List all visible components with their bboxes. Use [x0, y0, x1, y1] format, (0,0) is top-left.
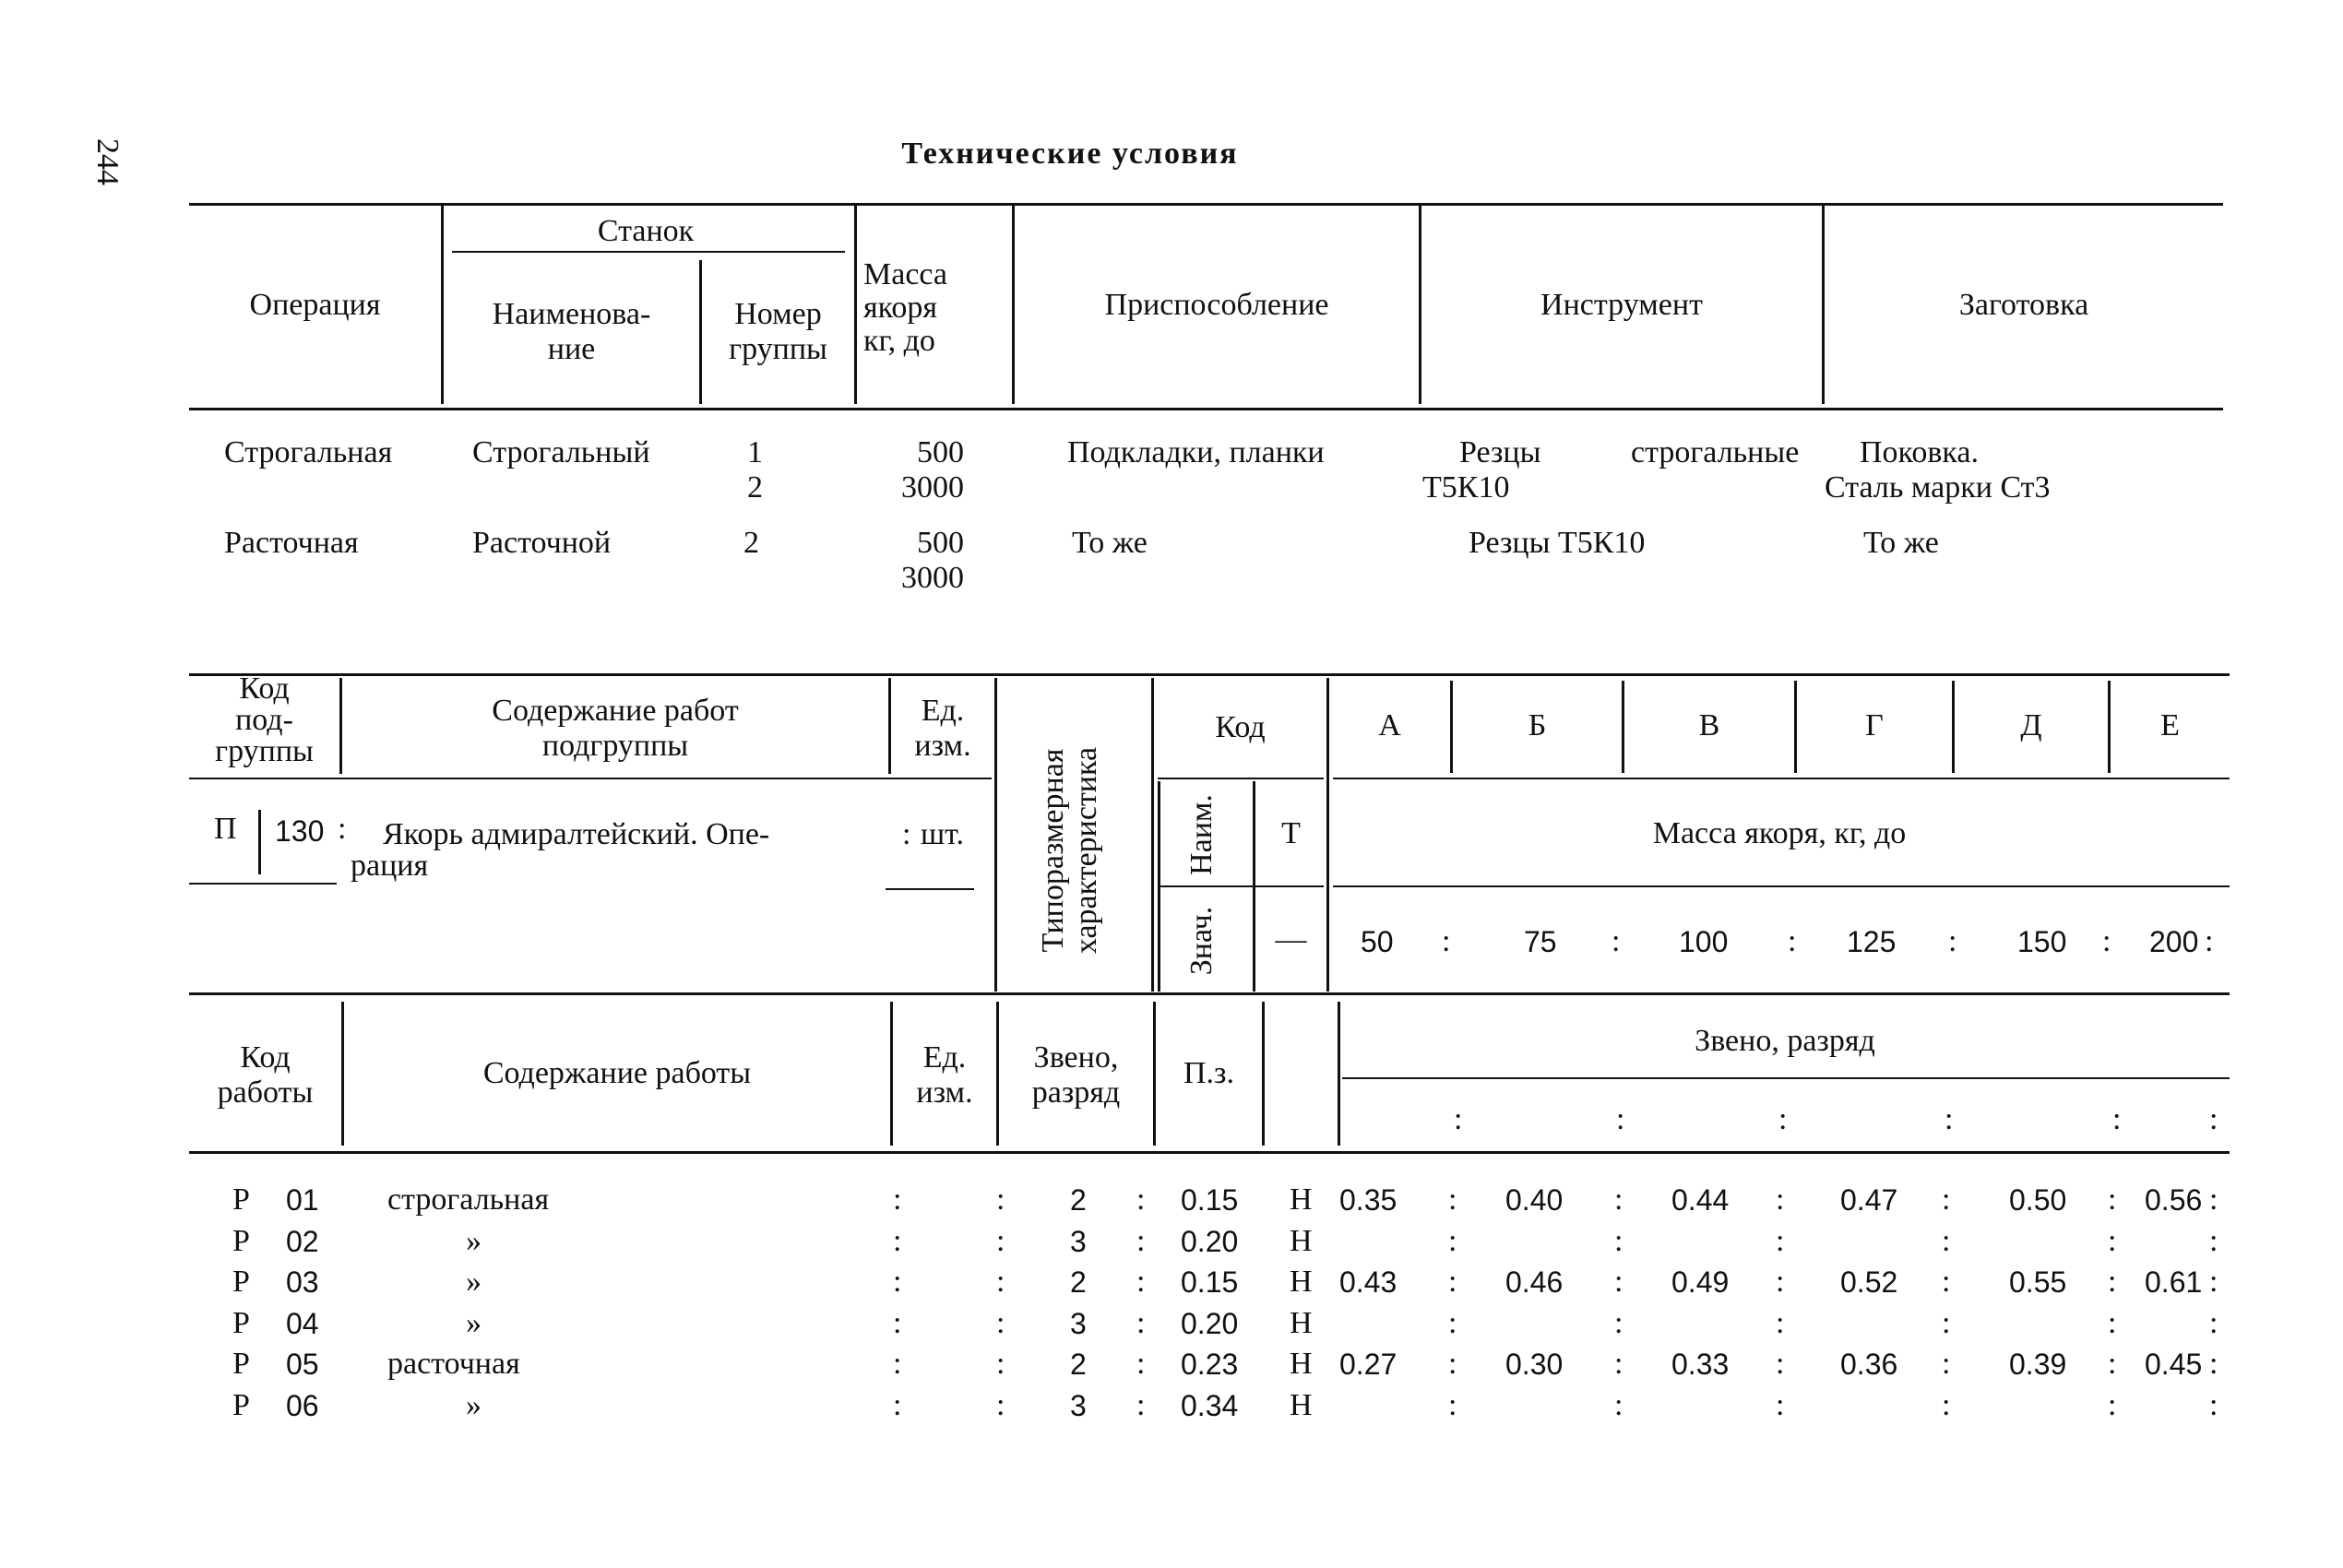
separator: :: [1776, 1347, 1785, 1381]
subgroup-content-line: рация: [351, 849, 429, 883]
row-crew: 2: [1070, 1183, 1087, 1217]
header-fixture: Приспособление: [1104, 288, 1329, 322]
separator: :: [1776, 1387, 1785, 1422]
row-value: 0.35: [1339, 1183, 1397, 1217]
row-content: »: [466, 1305, 482, 1340]
header-typesize: Типоразмерная характеристика: [1036, 746, 1103, 955]
separator: :: [1776, 1182, 1785, 1217]
row-value: 0.50: [2009, 1183, 2067, 1217]
mass-value: 50: [1361, 925, 1394, 958]
row-content: »: [466, 1265, 482, 1299]
separator: :: [1136, 1223, 1146, 1258]
row-mark: Н: [1290, 1305, 1313, 1340]
header-work-content: Содержание работы: [482, 1056, 752, 1090]
row-value: 0.45: [2145, 1348, 2203, 1381]
cell-group: 2: [743, 526, 759, 560]
header-machine-group: Номер группы: [729, 297, 827, 366]
subgroup-code: 130: [275, 814, 325, 848]
row-content: »: [466, 1387, 482, 1422]
separator: :: [2209, 1387, 2218, 1422]
page-title: Технические условия: [901, 137, 1239, 171]
separator: :: [893, 1305, 902, 1340]
row-value: 0.39: [2009, 1348, 2067, 1381]
row-letter: Р: [232, 1305, 250, 1340]
separator: :: [338, 812, 347, 846]
row-crew: 3: [1070, 1224, 1087, 1258]
cell-fixture: То же: [1072, 526, 1148, 560]
col-letter: Д: [2020, 708, 2042, 742]
row-content: строгальная: [387, 1182, 550, 1217]
cell-blank: Поковка.: [1860, 435, 1979, 469]
subgroup-content-line: Якорь адмиралтейский. Опе-: [383, 817, 770, 851]
header-work-crew: Звено, разряд: [1031, 1040, 1121, 1110]
cell-tool: Т5К10: [1422, 470, 1510, 505]
header-code: Код: [1215, 710, 1266, 744]
header-machine: Станок: [553, 214, 738, 249]
row-pz: 0.23: [1181, 1348, 1239, 1381]
separator: :: [893, 1265, 902, 1299]
row-letter: Р: [232, 1182, 250, 1217]
row-pz: 0.20: [1181, 1224, 1239, 1258]
separator: :: [1442, 924, 1451, 958]
separator: :: [2209, 1223, 2218, 1258]
mass-value: 200: [2149, 925, 2199, 958]
separator: :: [1942, 1182, 1951, 1217]
row-letter: Р: [232, 1265, 250, 1299]
header-mass: Масса якоря кг, до: [863, 257, 948, 358]
page-number: 244: [90, 138, 125, 185]
cell-blank: То же: [1863, 526, 1939, 560]
separator: :: [1945, 1102, 1954, 1136]
separator: :: [1614, 1387, 1623, 1422]
header-pz: П.з.: [1183, 1056, 1234, 1090]
cell-group: 1: [747, 435, 763, 469]
row-code: 03: [286, 1265, 319, 1299]
separator: :: [2209, 1305, 2218, 1340]
separator: :: [1136, 1265, 1146, 1299]
separator: :: [1948, 924, 1957, 958]
cell-mass: 500: [917, 435, 964, 469]
cell-machine: Строгальный: [472, 435, 650, 469]
row-letter: Р: [232, 1223, 250, 1258]
header-work-code: Код работы: [217, 1040, 314, 1110]
cell-mass: 500: [917, 526, 964, 560]
row-content: расточная: [387, 1347, 520, 1381]
header-tool: Инструмент: [1540, 288, 1703, 322]
separator: :: [1776, 1223, 1785, 1258]
row-code: 02: [286, 1224, 319, 1258]
separator: :: [1942, 1387, 1951, 1422]
row-pz: 0.20: [1181, 1306, 1239, 1340]
separator: :: [1136, 1347, 1146, 1381]
row-value: 0.55: [2009, 1265, 2067, 1299]
row-value: 0.47: [1840, 1183, 1898, 1217]
subgroup-unit: шт.: [921, 817, 964, 851]
separator: :: [893, 1387, 902, 1422]
separator: :: [2108, 1265, 2117, 1299]
separator: :: [2112, 1102, 2122, 1136]
row-code: 06: [286, 1388, 319, 1422]
col-letter: А: [1378, 708, 1401, 742]
separator: :: [2108, 1182, 2117, 1217]
separator: :: [1448, 1223, 1457, 1258]
cell-blank: Сталь марки Ст3: [1825, 470, 2051, 505]
separator: :: [996, 1182, 1005, 1217]
separator: :: [1448, 1347, 1457, 1381]
col-letter: Е: [2160, 708, 2180, 742]
separator: :: [1942, 1305, 1951, 1340]
row-value: 0.40: [1505, 1183, 1564, 1217]
separator: :: [996, 1223, 1005, 1258]
separator: :: [2209, 1347, 2218, 1381]
subgroup-letter: П: [214, 812, 237, 846]
separator: :: [1136, 1305, 1146, 1340]
cell-mass: 3000: [901, 470, 964, 505]
cell-operation: Расточная: [224, 526, 359, 560]
separator: :: [893, 1223, 902, 1258]
separator: :: [1136, 1182, 1146, 1217]
separator: :: [2209, 1182, 2218, 1217]
row-crew: 3: [1070, 1306, 1087, 1340]
separator: :: [1614, 1265, 1623, 1299]
row-value: 0.52: [1840, 1265, 1898, 1299]
separator: :: [2102, 924, 2111, 958]
row-value: 0.44: [1671, 1183, 1730, 1217]
separator: :: [2108, 1223, 2117, 1258]
separator: :: [2108, 1347, 2117, 1381]
separator: :: [1448, 1265, 1457, 1299]
separator: :: [996, 1347, 1005, 1381]
row-code: 01: [286, 1183, 319, 1217]
separator: :: [902, 817, 911, 851]
cell-machine: Расточной: [472, 526, 612, 560]
header-crew-caption: Звено, разряд: [1695, 1024, 1875, 1058]
mass-value: 100: [1679, 925, 1729, 958]
row-crew: 3: [1070, 1388, 1087, 1422]
separator: :: [1942, 1265, 1951, 1299]
cell-tool: Резцы: [1459, 435, 1541, 469]
row-letter: Р: [232, 1347, 250, 1381]
header-name-abbr: Наим.: [1184, 794, 1219, 875]
header-value-abbr: Знач.: [1184, 906, 1219, 976]
separator: :: [1614, 1305, 1623, 1340]
separator: :: [893, 1182, 902, 1217]
cell-tool: Резцы Т5К10: [1469, 526, 1646, 560]
separator: :: [1136, 1387, 1146, 1422]
separator: :: [996, 1387, 1005, 1422]
header-operation: Операция: [249, 288, 381, 322]
header-subgroup-content: Содержание работ подгруппы: [492, 694, 739, 763]
row-crew: 2: [1070, 1348, 1087, 1381]
row-value: 0.36: [1840, 1348, 1898, 1381]
separator: :: [2108, 1387, 2117, 1422]
row-value: 0.56: [2145, 1183, 2203, 1217]
row-mark: Н: [1290, 1265, 1313, 1299]
col-letter: Г: [1865, 708, 1884, 742]
cell-tool: строгальные: [1631, 435, 1800, 469]
header-blank: Заготовка: [1958, 288, 2089, 322]
row-pz: 0.15: [1181, 1265, 1239, 1299]
row-mark: Н: [1290, 1223, 1313, 1258]
row-value: 0.61: [2145, 1265, 2203, 1299]
cell-mass: 3000: [901, 561, 964, 595]
cell-fixture: Подкладки, планки: [1067, 435, 1325, 469]
row-value: 0.49: [1671, 1265, 1730, 1299]
separator: :: [1788, 924, 1797, 958]
separator: :: [1616, 1102, 1625, 1136]
row-value: 0.33: [1671, 1348, 1730, 1381]
separator: :: [1778, 1102, 1788, 1136]
row-value: 0.46: [1505, 1265, 1564, 1299]
header-subgroup-code: Код под- группы: [215, 671, 314, 768]
row-value: 0.27: [1339, 1348, 1397, 1381]
row-pz: 0.15: [1181, 1183, 1239, 1217]
header-t: Т: [1281, 816, 1301, 850]
row-mark: Н: [1290, 1387, 1313, 1422]
mass-value: 125: [1847, 925, 1897, 958]
mass-value: 150: [2017, 925, 2067, 958]
separator: :: [1942, 1223, 1951, 1258]
row-pz: 0.34: [1181, 1388, 1239, 1422]
separator: :: [2205, 924, 2214, 958]
row-code: 04: [286, 1306, 319, 1340]
row-mark: Н: [1290, 1182, 1313, 1217]
separator: :: [996, 1265, 1005, 1299]
separator: :: [893, 1347, 902, 1381]
separator: :: [2209, 1265, 2218, 1299]
separator: :: [1776, 1305, 1785, 1340]
separator: :: [1448, 1387, 1457, 1422]
row-value: 0.30: [1505, 1348, 1564, 1381]
row-value: 0.43: [1339, 1265, 1397, 1299]
separator: :: [1614, 1223, 1623, 1258]
separator: :: [1612, 924, 1621, 958]
mass-value: 75: [1524, 925, 1557, 958]
row-letter: Р: [232, 1387, 250, 1422]
separator: :: [1942, 1347, 1951, 1381]
row-code: 05: [286, 1348, 319, 1381]
separator: :: [1448, 1305, 1457, 1340]
header-work-unit: Ед. изм.: [916, 1040, 973, 1110]
header-machine-name: Наименова- ние: [492, 297, 651, 366]
separator: :: [1454, 1102, 1463, 1136]
separator: :: [1448, 1182, 1457, 1217]
separator: :: [1614, 1182, 1623, 1217]
row-mark: Н: [1290, 1347, 1313, 1381]
row-crew: 2: [1070, 1265, 1087, 1299]
mass-caption: Масса якоря, кг, до: [1652, 816, 1907, 850]
header-unit: Ед. изм.: [914, 694, 971, 763]
separator: :: [1776, 1265, 1785, 1299]
separator: :: [2209, 1102, 2218, 1136]
separator: :: [2108, 1305, 2117, 1340]
col-letter: В: [1698, 708, 1720, 742]
header-dash: —: [1275, 922, 1307, 956]
separator: :: [996, 1305, 1005, 1340]
separator: :: [1614, 1347, 1623, 1381]
cell-group: 2: [747, 470, 763, 505]
col-letter: Б: [1528, 708, 1547, 742]
cell-operation: Строгальная: [224, 435, 393, 469]
row-content: »: [466, 1223, 482, 1258]
